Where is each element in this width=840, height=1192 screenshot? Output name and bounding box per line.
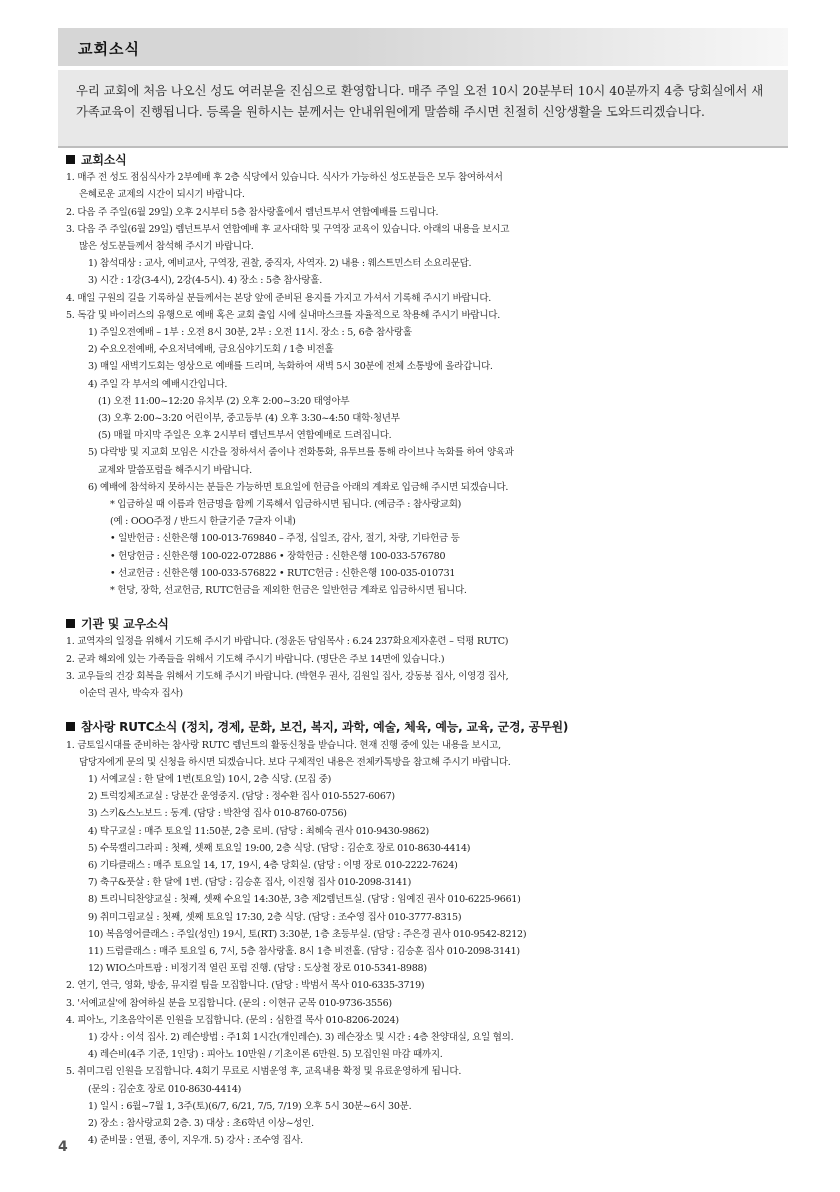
section-heading — [66, 719, 796, 736]
news-line: 7) 축구&풋살 : 한 달에 1번. (담당 : 김승훈 집사, 이진형 집사 010-2098-3141) — [88, 877, 412, 889]
page-title: 교회소식 — [78, 40, 140, 58]
news-line: 4) 준비물 : 연필, 종이, 지우개. 5) 강사 : 조수영 집사. — [88, 1135, 303, 1147]
news-line: 4. 매일 구원의 길을 기록하실 분들께서는 본당 앞에 준비된 용지를 가지고 가셔서 기록해 주시기 바랍니다. — [66, 292, 492, 304]
news-line: • 헌당헌금 : 신한은행 100-022-072886 • 장학헌금 : 신한은행 100-033-576780 — [110, 550, 446, 562]
section-heading-text: 기관 및 교우소식 — [81, 617, 169, 632]
news-line: 4. 피아노, 기초음악이론 인원을 모집합니다. (문의 : 심한결 목사 010-8206-2024) — [66, 1014, 399, 1026]
news-line: 5. 독감 및 바이러스의 유행으로 예배 혹은 교회 출입 시에 실내마스크를 자율적으로 착용해 주시기 바랍니다. — [66, 309, 500, 321]
news-line: (문의 : 김순호 장로 010-8630-4414) — [88, 1083, 242, 1095]
news-line: 2. 다음 주 주일(6월 29일) 오후 2시부터 5층 참사랑홀에서 렘넌트부서 연합예배를 드립니다. — [66, 206, 439, 218]
news-line: 8) 트리니티찬양교실 : 첫째, 셋째 수요일 14:30분, 3층 제2렘넌트실. (담당 : 임예진 권사 010-6225-9661) — [88, 894, 521, 906]
news-line: 3. 다음 주 주일(6월 29일) 렘넌트부서 연합예배 후 교사대학 및 구역장 교육이 있습니다. 아래의 내용을 보시고 — [66, 223, 510, 235]
news-line: 2) 수요오전예배, 수요저녁예배, 금요심야기도회 / 1층 비전홀 — [88, 344, 334, 356]
news-line: 1. 금토일시대를 준비하는 참사랑 RUTC 렘넌트의 활동신청을 받습니다. 현재 진행 중에 있는 내용을 보시고, — [66, 739, 501, 751]
news-line: 6) 예배에 참석하지 못하시는 분들은 가능하면 토요일에 헌금을 아래의 계좌로 입금해 주시면 되겠습니다. — [88, 481, 509, 493]
square-bullet-icon — [66, 722, 75, 731]
section-heading — [66, 616, 796, 633]
news-line: 3) 스키&스노보드 : 동계. (담당 : 박찬영 집사 010-8760-0756) — [88, 808, 347, 820]
news-line: 5) 수묵캘리그라피 : 첫째, 셋째 토요일 19:00, 2층 식당. (담당 : 김순호 장로 010-8630-4414) — [88, 842, 471, 854]
news-line: • 선교헌금 : 신한은행 100-033-576822 • RUTC헌금 : 신한은행 100-035-010731 — [110, 567, 456, 579]
page-number: 4 — [58, 1139, 68, 1155]
section-gap — [66, 702, 796, 719]
news-line: 9) 취미그림교실 : 첫째, 셋째 토요일 17:30, 2층 식당. (담당 : 조수영 집사 010-3777-8315) — [88, 911, 462, 923]
news-line: (3) 오후 2:00~3:20 어린이부, 중고등부 (4) 오후 3:30~4:50 대학·청년부 — [98, 413, 400, 425]
square-bullet-icon — [66, 155, 75, 164]
news-line: * 헌당, 장학, 선교헌금, RUTC헌금을 제외한 헌금은 일반헌금 계좌로 입금하시면 됩니다. — [110, 585, 467, 597]
news-line: 1) 강사 : 이석 집사. 2) 레슨방법 : 주1회 1시간(개인레슨). 3) 레슨장소 및 시간 : 4층 찬양대실, 요일 협의. — [88, 1031, 514, 1043]
news-line: 교제와 말씀포럼을 해주시기 바랍니다. — [98, 464, 252, 476]
news-line: 4) 주일 각 부서의 예배시간입니다. — [88, 378, 228, 390]
news-line: 2. 군과 해외에 있는 가족들을 위해서 기도해 주시기 바랍니다. (명단은 주보 14면에 있습니다.) — [66, 653, 445, 665]
section-header-bar — [58, 28, 788, 66]
news-line: 11) 드럼클래스 : 매주 토요일 6, 7시, 5층 참사랑홀. 8시 1층 비전홀. (담당 : 김승훈 집사 010-2098-3141) — [88, 945, 520, 957]
news-line: 1) 참석대상 : 교사, 예비교사, 구역장, 권찰, 중직자, 사역자. 2) 내용 : 웨스트민스터 소요리문답. — [88, 258, 472, 270]
section-gap — [66, 599, 796, 616]
news-line: • 일반헌금 : 신한은행 100-013-769840 – 주정, 십일조, 감사, 절기, 차량, 기타헌금 등 — [110, 533, 460, 545]
news-line: * 입금하실 때 이름과 헌금명을 함께 기록해서 입금하시면 됩니다. (예금주 : 참사랑교회) — [110, 499, 462, 511]
news-line: 2) 트럭킹체조교실 : 당분간 운영중지. (담당 : 정수환 집사 010-5527-6067) — [88, 791, 395, 803]
news-line: 3) 매일 새벽기도회는 영상으로 예배를 드리며, 녹화하여 새벽 5시 30분에 전체 소통방에 올라갑니다. — [88, 361, 493, 373]
section-heading-text: 교회소식 — [81, 153, 127, 167]
news-content — [66, 152, 796, 1149]
intro-text: 우리 교회에 처음 나오신 성도 여러분을 진심으로 환영합니다. 매주 주일 오전 10시 20분부터 10시 40분까지 4층 당회실에서 새가족교육이 진행됩니다. 등록을 원하시는 분께서는 안내위원에게 말씀해 주시면 친절히 신앙생활을 도와드리겠습니다. — [76, 84, 764, 119]
news-line: 4) 탁구교실 : 매주 토요일 11:50분, 2층 로비. (담당 : 최혜숙 권사 010-9430-9862) — [88, 825, 429, 837]
news-line: (1) 오전 11:00~12:20 유치부 (2) 오후 2:00~3:20 태영아부 — [98, 395, 350, 407]
news-line: (예 : OOO주정 / 반드시 한글기준 7글자 이내) — [110, 516, 296, 528]
news-line: 5. 취미그림 인원을 모집합니다. 4회기 무료로 시범운영 후, 교육내용 확정 및 유료운영하게 됩니다. — [66, 1066, 462, 1078]
news-line: 10) 복음영어클래스 : 주일(성인) 19시, 토(RT) 3:30분, 1층 초등부실. (담당 : 주은경 권사 010-9542-8212) — [88, 928, 527, 940]
news-line: 1. 교역자의 일정을 위해서 기도해 주시기 바랍니다. (정윤돈 담임목사 : 6.24 237화요제자훈련 – 덕평 RUTC) — [66, 636, 509, 648]
news-line: 1) 일시 : 6월~7월 1, 3주(토)(6/7, 6/21, 7/5, 7/19) 오후 5시 30분~6시 30분. — [88, 1100, 412, 1112]
news-line: (5) 매월 마지막 주일은 오후 2시부터 렘넌트부서 연합예배로 드려집니다. — [98, 430, 392, 442]
news-line: 1) 주일오전예배 – 1부 : 오전 8시 30분, 2부 : 오전 11시. 장소 : 5, 6층 참사랑홀 — [88, 327, 412, 339]
news-line: 은혜로운 교제의 시간이 되시기 바랍니다. — [79, 189, 245, 201]
news-line: 이순덕 권사, 박숙자 집사) — [79, 688, 183, 700]
news-line: 12) WIO스마트팜 : 비정기적 열린 포럼 진행. (담당 : 도상철 장로 010-5341-8988) — [88, 963, 427, 975]
section-heading-text: 참사랑 RUTC소식 (정치, 경제, 문화, 보건, 복지, 과학, 예술, 체육, 예능, 교육, 군경, 공무원) — [81, 720, 569, 735]
news-line: 3. '서예교실'에 참여하실 분을 모집합니다. (문의 : 이현규 군목 010-9736-3556) — [66, 997, 392, 1009]
news-line: 3) 시간 : 1강(3-4시), 2강(4-5시). 4) 장소 : 5층 참사랑홀. — [88, 275, 322, 287]
news-line: 1) 서예교실 : 한 달에 1번(토요일) 10시, 2층 식당. (모집 중) — [88, 773, 332, 785]
section-heading — [66, 152, 796, 169]
square-bullet-icon — [66, 619, 75, 628]
news-line: 1. 매주 전 성도 점심식사가 2부예배 후 2층 식당에서 있습니다. 식사가 가능하신 성도분들은 모두 참여하셔서 — [66, 172, 503, 184]
news-line: 2. 연기, 연극, 영화, 방송, 뮤지컬 팀을 모집합니다. (담당 : 박범서 목사 010-6335-3719) — [66, 980, 425, 992]
news-line: 5) 다락방 및 지교회 모임은 시간을 정하셔서 줌이나 전화통화, 유투브를 통해 라이브나 녹화를 하여 양육과 — [88, 447, 514, 459]
news-line: 4) 레슨비(4주 기준, 1인당) : 피아노 10만원 / 기초이론 6만원. 5) 모집인원 마감 때까지. — [88, 1049, 443, 1061]
news-line: 6) 기타클래스 : 매주 토요일 14, 17, 19시, 4층 당회실. (담당 : 이명 장로 010-2222-7624) — [88, 859, 458, 871]
news-line: 많은 성도분들께서 참석해 주시기 바랍니다. — [79, 241, 254, 253]
news-line: 담당자에게 문의 및 신청을 하시면 되겠습니다. 보다 구체적인 내용은 전체카톡방을 참고해 주시기 바랍니다. — [79, 756, 511, 768]
news-line: 3. 교우들의 건강 회복을 위해서 기도해 주시기 바랍니다. (박현우 권사, 김원일 집사, 강동봉 집사, 이영경 집사, — [66, 670, 509, 682]
news-line: 2) 장소 : 참사랑교회 2층. 3) 대상 : 초6학년 이상~성인. — [88, 1117, 314, 1129]
intro-box — [58, 70, 788, 148]
